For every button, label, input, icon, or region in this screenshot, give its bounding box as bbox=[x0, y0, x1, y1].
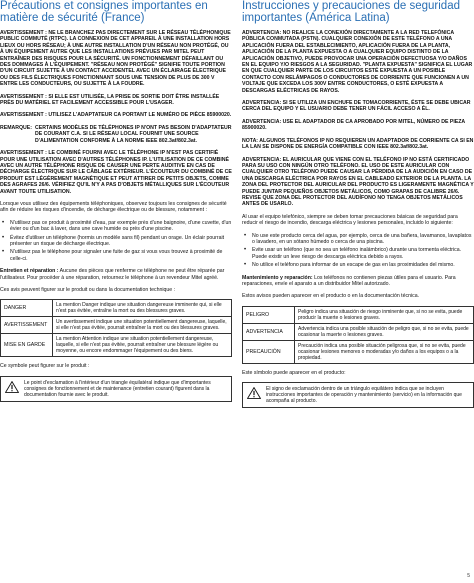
list-item: • No utilice el teléfono para informar de un escape de gas en las proximidades del mismo. bbox=[242, 262, 474, 268]
es-symbol-box bbox=[242, 382, 474, 408]
spanish-section-title: Instrucciones y precauciones de seguridad importantes (América Latina) bbox=[242, 0, 460, 24]
table-row bbox=[1, 334, 232, 357]
french-section-title: Précautions et consignes importantes en matière de sécurité (France) bbox=[0, 0, 208, 24]
table-cell-term: PELIGRO bbox=[243, 306, 295, 323]
table-cell-term: PRECAUCIÓN bbox=[243, 340, 295, 363]
table-row bbox=[243, 306, 474, 323]
es-intro-precautions: Al usar el equipo telefónico, siempre se deben tomar precauciones básicas de seguridad para reducir el riesgo de incendio, descarga eléctrica y lesiones personales, incluido lo siguiente: bbox=[242, 213, 458, 227]
list-item: • N'utilisez pas le téléphone pour signaler une fuite de gaz si vous vous trouvez à proximité de celle-ci. bbox=[0, 249, 232, 262]
table-cell-term: AVERTISSEMENT bbox=[1, 317, 53, 334]
table-row bbox=[1, 300, 232, 317]
fr-maintenance-text: Aucune des pièces que renferme ce téléphone ne peut être réparée par l'utilisateur. Pour procéder à une réparation, retournez le téléphone à un revendeur Mitel agréé. bbox=[0, 268, 225, 281]
es-warning-handset: ADVERTENCIA: EL AURICULAR QUE VIENE CON EL TELÉFONO IP NO ESTÁ CERTIFICADO PARA SU USO CON NINGÚN OTRO TELÉFONO. EL USO DE ESTE AURICULAR CON CUALQUIER OTRO TELÉFONO PUEDE CAUSAR LA PÉRDIDA DE LA AUDICIÓN EN CASO DE UNA DESCARGA ELÉCTRICA POR RAYOS EN EL CABLEADO EXTERIOR DE LA PLANTA. LA ZONA DEL PROTECTOR DEL AURICULAR DEL PRODUCTO ES LIGERAMENTE MAGNÉTICA Y PUEDE JUNTAR PEQUEÑOS OBJETOS METÁLICOS, COMO GRAPAS DE CALIBRE 26/6. REVISE QUE ZONA DEL PROTECTOR DEL AUDÍFONO NO TENGA OBJETOS METÁLICOS ANTES DE USARLO. bbox=[242, 156, 474, 208]
table-cell-desc: La mention Danger indique une situation dangereuse imminente qui, si elle n'est pas évitée, entraîne la mort ou des blessures graves. bbox=[53, 300, 232, 317]
fr-symbol-text: Le point d'exclamation à l'intérieur d'un triangle équilatéral indique que d'importantes consignes de fonctionnement et de maintenance (entretien courant) figurent dans la documentation fournie avec le produit. bbox=[24, 379, 211, 398]
fr-warning-outlet: AVERTISSEMENT : SI ELLE EST UTILISÉE, LA PRISE DE SORTIE DOIT ÊTRE INSTALLÉE PRÈS DU MATÉRIEL ET FACILEMENT ACCESSIBLE POUR L'USAGER. bbox=[0, 93, 220, 107]
table-cell-desc: Precaución indica una posible situación peligrosa que, si no se evita, puede ocasionar lesiones menores o moderadas y/o daños a los equipos o a la propiedad. bbox=[295, 340, 474, 363]
es-notice-table bbox=[242, 306, 474, 364]
es-symbol-text: El signo de exclamación dentro de un triángulo equilátero indica que se incluyen instrucciones importantes de operación y mantenimiento (servicio) en la información que acompaña al producto. bbox=[266, 386, 462, 405]
fr-symbol-intro: Ce symbole peut figurer sur le produit : bbox=[0, 363, 90, 370]
table-cell-term: ADVERTENCIA bbox=[243, 323, 295, 340]
table-cell-desc: Peligro indica una situación de riesgo inminente que, si no se evita, puede producir la muerte o lesiones graves. bbox=[295, 306, 474, 323]
es-symbol-intro: Este símbolo puede aparecer en el producto: bbox=[242, 369, 346, 376]
fr-warning-handset: AVERTISSEMENT : LE COMBINÉ FOURNI AVEC LE TÉLÉPHONE IP N'EST PAS CERTIFIÉ POUR UNE UTILISATION AVEC D'AUTRES TÉLÉPHONES IP. L'UTILISATION DE CE COMBINÉ AVEC UN AUTRE TÉLÉPHONE RISQUE DE CAUSER UNE PERTE AUDITIVE EN CAS DE DÉCHARGE ÉLECTRIQUE SUR LE CÂBLAGE EXTÉRIEUR. L'ÉCOUTEUR DU COMBINÉ DE CE PRODUIT EST LÉGÈREMENT MAGNÉTIQUE ET PEUT ATTIRER DE PETITS OBJETS, COMME DES AGRAFES 26/6. VÉRIFIEZ QU'IL N'Y A PAS D'OBJETS MÉTALLIQUES SUR L'ÉCOUTEUR AVANT TOUTE UTILISATION. bbox=[0, 150, 232, 195]
list-item: • No use este producto cerca del agua, por ejemplo, cerca de una bañera, lavamanos, lavaplatos o lavadero, en un sótano húmedo o cerca de una piscina. bbox=[242, 233, 474, 246]
spanish-column bbox=[242, 0, 474, 414]
table-cell-term: MISE EN GARDE bbox=[1, 334, 53, 357]
fr-symbol-box bbox=[0, 376, 232, 402]
warning-triangle-icon bbox=[5, 381, 19, 393]
fr-warning-pstn: AVERTISSEMENT : NE LE BRANCHEZ PAS DIRECTEMENT SUR LE RÉSEAU TÉLÉPHONIQUE PUBLIC COMMUTÉ (RTPC). LA CONNEXION DE CET APPAREIL À UNE INSTALLATION HORS LIEUX OU HORS RÉSEAU; À UNE AUTRE INSTALLATION D'UN RÉSEAU NON PROTÉGÉ, OU À UN ÉQUIPEMENT AUTRE QUE LES INSTALLATIONS PRÉVUES PAR MITEL PEUT ENTRAÎNER DES RISQUES POUR LA SÉCURITÉ. UN FONCTIONNEMENT DÉFAILLANT OU DES DOMMAGES À L'ÉQUIPEMENT. "RÉSEAU NON PROTÉGÉ" SIGNIFIE TOUTE PORTION D'UN CIRCUIT SUJETTE À UN CONTACT ACCIDENTEL AVEC UN ÉCLAIRAGE ÉLECTRIQUE OU DES FILS ÉLECTRIQUES FONCTIONNANT SOUS UNE TENSION DE PLUS DE 300 V ENTRE LES CONDUCTEURS, OU SUJETTE À LA FOUDRE. bbox=[0, 30, 231, 88]
table-cell-desc: Un avertissement indique une situation potentiellement dangereuse, laquelle, si elle n'est pas évitée, pourrait entraîner la mort ou des blessures graves. bbox=[53, 317, 232, 334]
fr-intro-precautions: Lorsque vous utilisez des équipements téléphoniques, observez toujours les consignes de sécurité afin de réduire les risques d'incendie, de décharge électrique ou de blessure, notamment : bbox=[0, 200, 227, 214]
list-item: • Évitez d'utiliser un téléphone (hormis un modèle sans fil) pendant un orage. Un éclair pourrait présenter un risque de décharge électrique. bbox=[0, 235, 232, 248]
fr-notices-intro: Ces avis peuvent figurer sur le produit ou dans la documentation technique : bbox=[0, 287, 176, 293]
page-number: 5 bbox=[467, 573, 470, 579]
table-cell-term: DANGER bbox=[1, 300, 53, 317]
fr-precaution-list bbox=[0, 220, 232, 262]
table-cell-desc: Advertencia indica una posible situación de peligro que, si no se evita, puede ocasionar la muerte o lesiones graves. bbox=[295, 323, 474, 340]
french-column bbox=[0, 0, 232, 408]
list-item: • Evite usar un teléfono (que no sea un teléfono inalámbrico) durante una tormenta eléctrica. Puede existir un leve riesgo de descarga eléctrica debido a rayos. bbox=[242, 247, 474, 260]
es-maintenance bbox=[242, 275, 474, 288]
table-row bbox=[243, 323, 474, 340]
fr-maintenance-label: Entretien et réparation : bbox=[0, 268, 59, 275]
es-note-power: NOTA: ALGUNOS TELÉFONOS IP NO REQUIEREN UN ADAPTADOR DE CORRIENTE CA SI EN LA LAN SE DISPONE DE ENERGÍA COMPATIBLE CON IEEE 802.3af/802.3at. bbox=[242, 137, 474, 151]
es-notices-intro: Estos avisos pueden aparecer en el producto o en la documentación técnica. bbox=[242, 293, 420, 300]
fr-maintenance bbox=[0, 268, 232, 281]
es-precaution-list bbox=[242, 233, 474, 269]
es-warning-outlet: ADVERTENCIA: SI SE UTILIZA UN ENCHUFE DE TOMACORRIENTE, ÉSTE SE DEBE UBICAR CERCA DEL EQUIPO Y EL USUARIO DEBE TENER UN FÁCIL ACCESO A ÉL. bbox=[242, 100, 471, 113]
fr-remark bbox=[0, 125, 232, 144]
table-row bbox=[243, 340, 474, 363]
es-warning-adapter: ADVERTENCIA: USE EL ADAPTADOR DE CA APROBADO POR MITEL, NÚMERO DE PIEZA 85900020. bbox=[242, 118, 465, 132]
es-warning-pstn: ADVERTENCIA: NO REALICE LA CONEXIÓN DIRECTAMENTE A LA RED TELEFÓNICA PÚBLICA CONMUTADA (PSTN). CUALQUIER CONEXIÓN DE ESTE TELÉFONO A UNA APLICACIÓN FUERA DEL ESTABLECIMIENTO, APLICACIÓN FUERA DE LA PLANTA, APLICACIÓN DE LA PLANTA EXPUESTA O A CUALQUIER EQUIPO DISTINTO DE LA APLICACIÓN OBJETIVO, PUEDE PROVOCAR UNA OPERACIÓN DEFECTUOSA Y/O DAÑOS EN EL EQUIPO Y/O RIESGOS A LA SEGURIDAD. "PLANTA EXPUESTA" SIGNIFICA EL LUGAR EN QUE CUALQUIER PARTE DE LOS CIRCUITOS ESTÉ EXPUESTA A UN POSIBLE CONTACTO CON RELÁMPAGOS O CONDUCTORES DE CORRIENTE QUE FUNCIONEN A UN VOLTAJE QUE EXCEDA LOS 300V ENTRE CONDUCTORES, O ESTÉ EXPUESTA A DESCARGAS ELÉCTRICAS DE RAYOS. bbox=[242, 30, 473, 94]
table-cell-desc: La mention Attention indique une situation potentiellement dangereuse, laquelle, si elle n'est pas évitée, pourrait entraîner une blessure légère ou moyenne, ou encore endommager l'équipement ou des biens. bbox=[53, 334, 232, 357]
fr-warning-adapter: AVERTISSEMENT : UTILISEZ L'ADAPTATEUR CA PORTANT LE NUMÉRO DE PIÈCE 85900020. bbox=[0, 112, 232, 119]
list-item: • N'utilisez pas ce produit à proximité d'eau, par exemple près d'une baignoire, d'une cuvette, d'un évier ou d'un bac à laver, dans une cave humide ou près d'une piscine. bbox=[0, 220, 232, 233]
es-maintenance-label: Mantenimiento y reparación: bbox=[242, 274, 313, 281]
fr-remark-label: REMARQUE: bbox=[0, 124, 32, 131]
fr-remark-text: CERTAINS MODÈLES DE TÉLÉPHONES IP N'ONT PAS BESOIN D'ADAPTATEUR DE COURANT C.A. SI LE RÉSEAU LOCAL FOURNIT UNE SOURCE D'ALIMENTATION CONFORME À LA NORME IEEE 802.3af/802.3at. bbox=[35, 124, 232, 144]
table-row bbox=[1, 317, 232, 334]
warning-triangle-icon bbox=[247, 387, 261, 399]
fr-notice-table bbox=[0, 299, 232, 357]
es-maintenance-text: Los teléfonos no contienen piezas útiles para el usuario. Para reparaciones, envíe el aparato a un distribuidor Mitel autorizado. bbox=[242, 274, 456, 287]
